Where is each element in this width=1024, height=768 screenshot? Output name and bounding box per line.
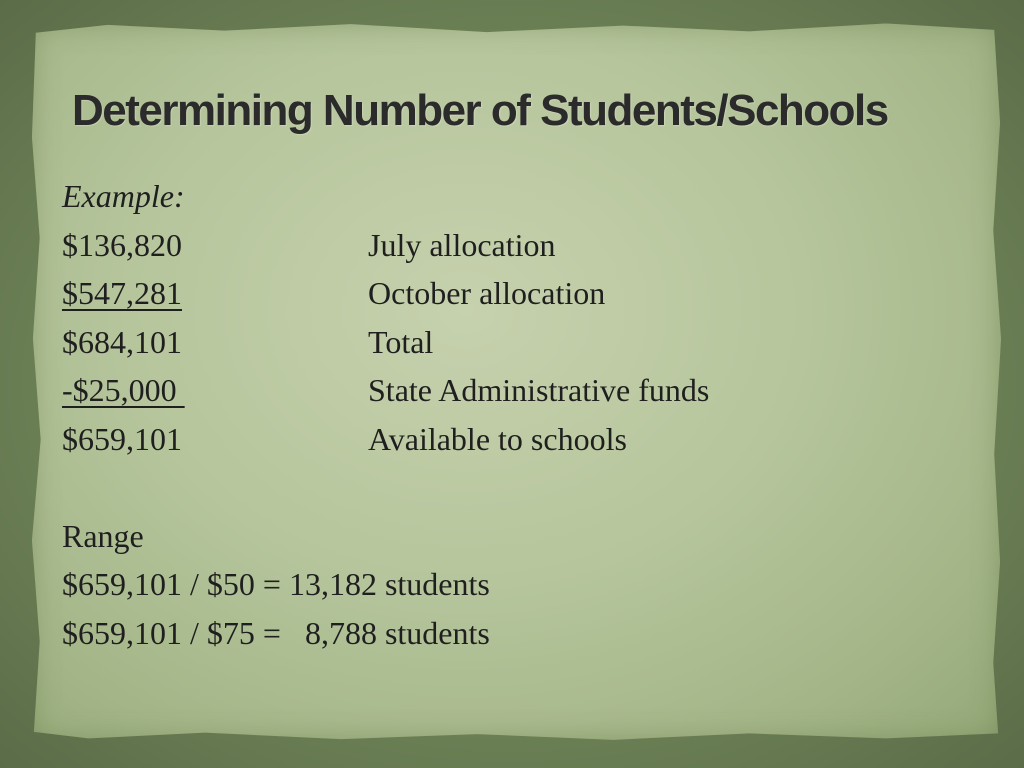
range-line: $659,101 / $50 = 13,182 students xyxy=(62,566,490,602)
slide-body xyxy=(62,172,962,657)
spacer xyxy=(62,463,962,512)
allocation-description: State Administrative funds xyxy=(368,372,710,408)
allocation-row xyxy=(62,221,962,270)
slide-title: Determining Number of Students/Schools xyxy=(72,86,888,135)
allocation-row xyxy=(62,415,962,464)
allocation-row xyxy=(62,366,962,415)
allocation-row xyxy=(62,269,962,318)
range-line: $659,101 / $75 = 8,788 students xyxy=(62,614,490,651)
allocation-amount: $547,281 xyxy=(62,275,182,311)
allocation-amount: $684,101 xyxy=(62,323,182,360)
range-label: Range xyxy=(62,517,144,554)
allocation-amount: $136,820 xyxy=(62,226,182,263)
allocation-description: July allocation xyxy=(368,226,556,263)
allocation-description: October allocation xyxy=(368,275,606,311)
example-label: Example: xyxy=(62,178,185,214)
allocation-amount: $659,101 xyxy=(62,420,182,457)
allocation-amount: -$25,000 xyxy=(62,372,185,408)
allocation-row xyxy=(62,318,962,367)
allocation-description: Total xyxy=(368,323,434,360)
allocation-description: Available to schools xyxy=(368,420,627,457)
